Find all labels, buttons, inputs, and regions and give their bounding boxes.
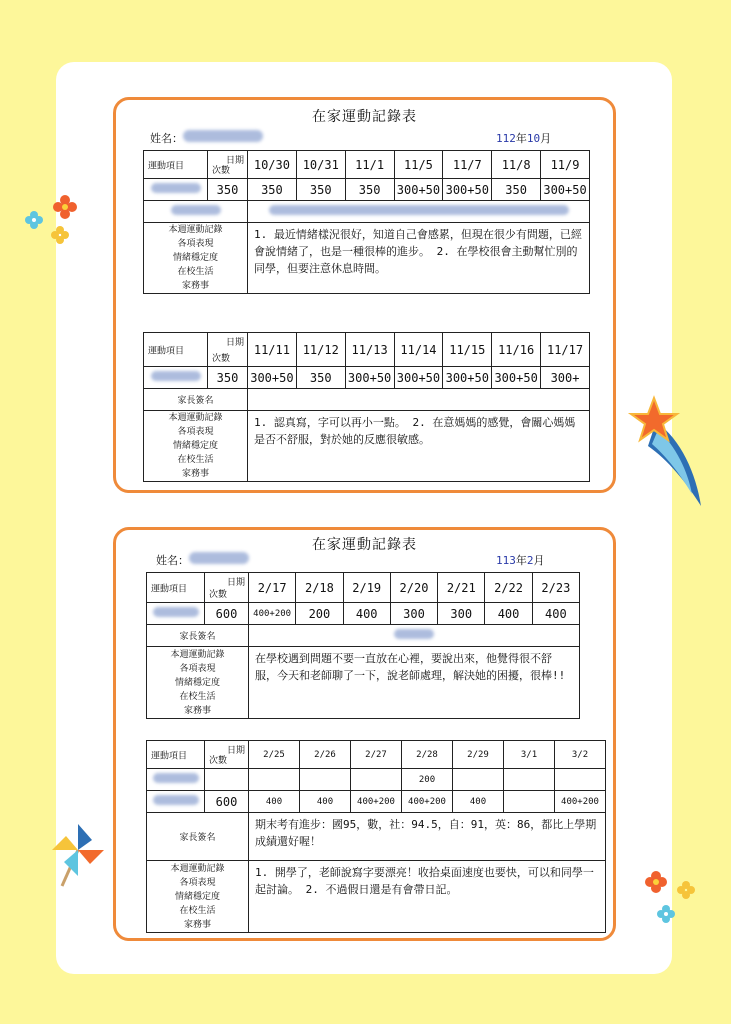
summary-label: 本週運動記錄 各項表現 情緒穩定度 在校生活 家務事 [147,647,249,719]
value-cell: 400 [249,791,300,813]
value-cell: 350 [248,179,297,201]
count-cell: 600 [205,603,249,625]
value-cell: 300+50 [345,367,394,389]
date-cell: 10/30 [248,151,297,179]
parent-signature-label: 家長簽名 [147,813,249,861]
date-cell: 11/1 [345,151,394,179]
value-cell: 300+50 [541,179,590,201]
value-cell: 400+200 [402,791,453,813]
count-cell: 600 [205,791,249,813]
exercise-item [147,791,205,813]
date-year-month: 112年10月 [496,132,552,145]
value-cell: 350 [492,179,541,201]
value-cell [504,791,555,813]
name-redacted [189,552,249,564]
value-cell [249,769,300,791]
value-cell: 300+50 [492,367,541,389]
date-cell: 11/12 [296,333,345,367]
exercise-item [144,367,208,389]
summary-notes: 在學校遇到問題不要一直放在心裡，要說出來，他覺得很不舒服，今天和老師聊了一下，說老師處理，解決她的困擾，很棒!! [249,647,580,719]
week1-table [146,572,580,719]
value-cell: 300+50 [443,367,492,389]
date-cell: 11/15 [443,333,492,367]
value-cell: 400 [343,603,390,625]
value-cell: 300 [390,603,437,625]
date-year-month: 113年2月 [496,554,545,567]
value-cell: 400+200 [249,603,296,625]
summary-notes: 1. 認真寫，字可以再小一點。 2. 在意媽媽的感覺，會關心媽媽是否不舒服，對於她的反應很敏感。 [248,411,590,482]
summary-notes: 1. 開學了，老師說寫字要漂亮！收拾桌面速度也要快，可以和同學一起討論。 2. 不過假日還是有會帶日記。 [249,861,606,933]
value-cell: 300+ [541,367,590,389]
date-cell: 2/21 [438,573,485,603]
parent-signature-cell [144,201,248,223]
date-cell: 11/17 [541,333,590,367]
parent-signature-note: 期末考有進步：國95，數，社：94.5，自：91，英：86，都比上學期成績還好喔！ [249,813,606,861]
week1-table [143,150,590,294]
value-cell [351,769,402,791]
date-count-header: 日期 次數 [208,151,248,179]
summary-notes: 1. 最近情緒樣況很好，知道自己會感累，但現在很少有問題，已經會說情緒了，也是一種很棒的進步。 2. 在學校很會主動幫忙別的同學，但要注意休息時間。 [248,223,590,294]
summary-label: 本週運動記錄 各項表現 情緒穩定度 在校生活 家務事 [144,223,248,294]
value-cell [453,769,504,791]
value-cell [555,769,606,791]
value-cell: 400 [453,791,504,813]
week2-table [143,332,590,482]
date-cell: 2/18 [296,573,343,603]
date-cell: 11/13 [345,333,394,367]
name-label: 姓名： [156,552,249,568]
item-header: 運動項目 [144,151,208,179]
parent-signature-label: 家長簽名 [144,389,248,411]
date-count-header: 日期 次數 [205,741,249,769]
week2-table [146,740,606,933]
value-cell: 300+50 [394,179,443,201]
date-cell: 2/27 [351,741,402,769]
date-cell: 2/29 [453,741,504,769]
date-cell: 11/8 [492,151,541,179]
exercise-item [144,179,208,201]
value-cell: 200 [296,603,343,625]
parent-signature-label: 家長簽名 [147,625,249,647]
date-cell: 11/7 [443,151,492,179]
value-cell: 300+50 [443,179,492,201]
date-cell: 2/20 [390,573,437,603]
flowers-icon [636,862,706,932]
item-header: 運動項目 [147,573,205,603]
value-cell: 350 [296,179,345,201]
value-cell: 200 [402,769,453,791]
value-cell: 400+200 [351,791,402,813]
sheet-title: 在家運動記錄表 [312,537,417,553]
item-header: 運動項目 [144,333,208,367]
value-cell: 350 [345,179,394,201]
value-cell: 350 [296,367,345,389]
value-cell: 400 [485,603,532,625]
parent-signature-value [249,625,580,647]
date-cell: 11/11 [248,333,297,367]
value-cell: 300+50 [248,367,297,389]
record-sheet-february [113,527,616,941]
exercise-item [147,603,205,625]
redacted-row [248,201,590,223]
date-cell: 2/28 [402,741,453,769]
date-count-header: 日期 次數 [208,333,248,367]
pinwheel-icon [48,818,114,888]
summary-label: 本週運動記錄 各項表現 情緒穩定度 在校生活 家務事 [144,411,248,482]
summary-label: 本週運動記錄 各項表現 情緒穩定度 在校生活 家務事 [147,861,249,933]
name-label: 姓名： [150,130,263,146]
date-cell: 3/1 [504,741,555,769]
date-cell: 2/25 [249,741,300,769]
date-cell: 2/23 [532,573,579,603]
parent-signature-value [248,389,590,411]
date-cell: 11/9 [541,151,590,179]
exercise-item [147,769,205,791]
item-header: 運動項目 [147,741,205,769]
value-cell: 400 [300,791,351,813]
date-cell: 2/19 [343,573,390,603]
count-cell [205,769,249,791]
sheet-title: 在家運動記錄表 [312,109,417,125]
date-cell: 11/16 [492,333,541,367]
date-cell: 11/5 [394,151,443,179]
date-cell: 2/26 [300,741,351,769]
date-cell: 10/31 [296,151,345,179]
date-cell: 2/22 [485,573,532,603]
value-cell [300,769,351,791]
date-cell: 3/2 [555,741,606,769]
value-cell: 400 [532,603,579,625]
value-cell: 300 [438,603,485,625]
date-cell: 2/17 [249,573,296,603]
record-sheet-october [113,97,616,493]
name-redacted [183,130,263,142]
value-cell: 400+200 [555,791,606,813]
value-cell: 300+50 [394,367,443,389]
shooting-star-icon [626,394,706,512]
count-cell: 350 [208,179,248,201]
count-cell: 350 [208,367,248,389]
value-cell [504,769,555,791]
date-cell: 11/14 [394,333,443,367]
date-count-header: 日期 次數 [205,573,249,603]
flowers-icon [20,190,80,250]
